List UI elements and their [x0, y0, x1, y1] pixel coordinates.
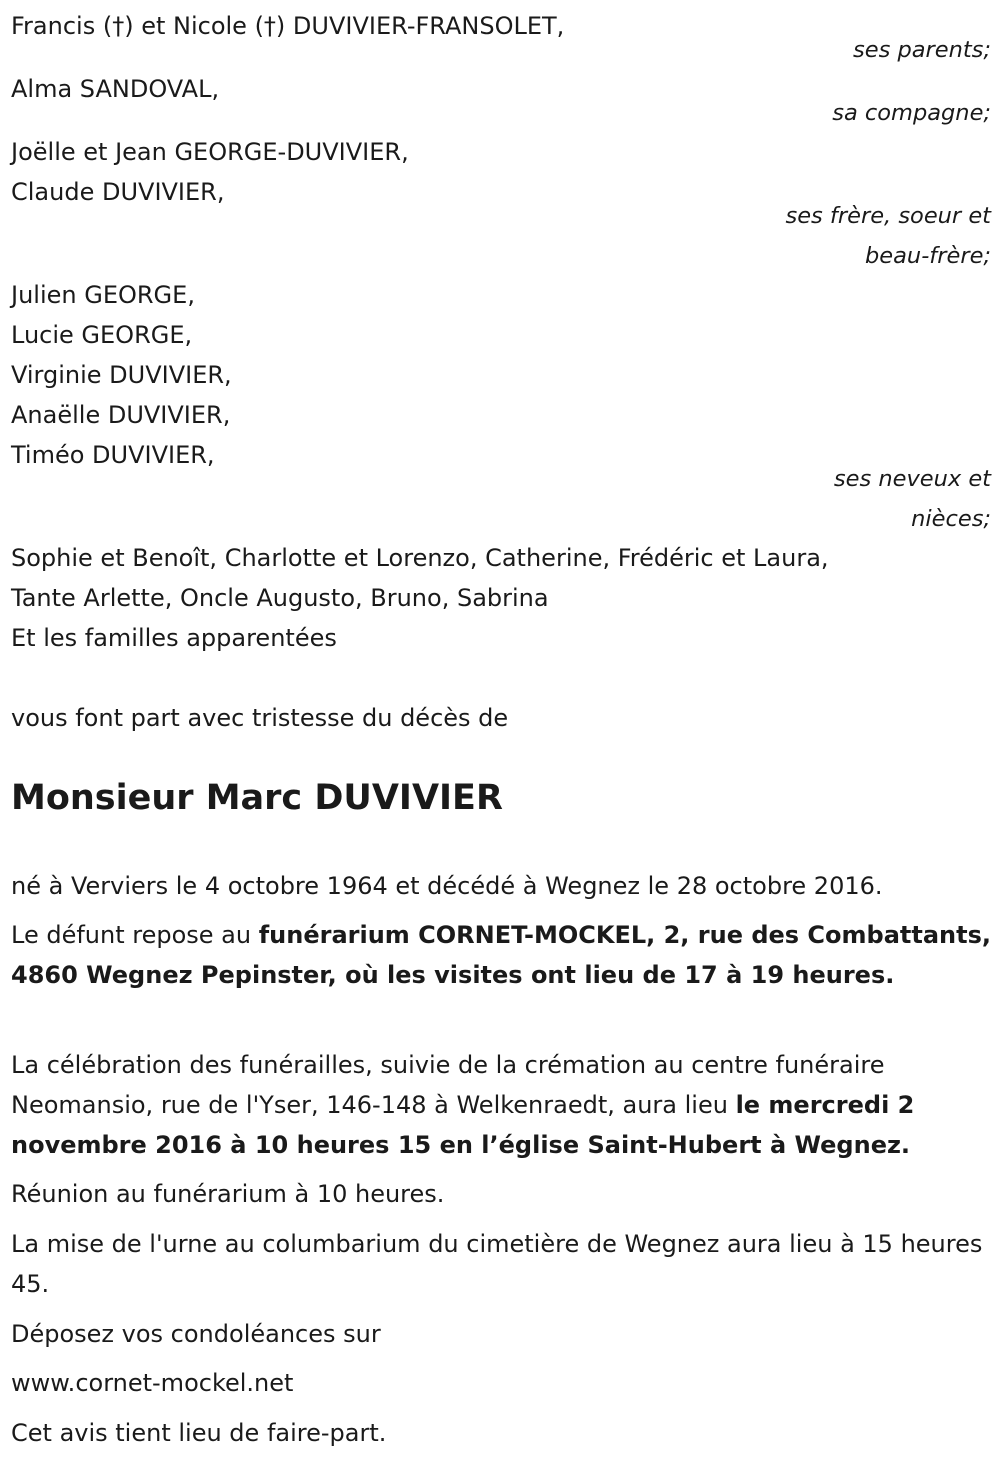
- partner-line: Alma SANDOVAL,: [11, 75, 220, 103]
- nephews-role-line: ses neveux et: [833, 466, 991, 492]
- sibling-line: Joëlle et Jean GEORGE-DUVIVIER,: [11, 138, 409, 166]
- nephew-line: Lucie GEORGE,: [11, 321, 193, 349]
- notice: Cet avis tient lieu de faire-part.: [11, 1419, 387, 1447]
- urn-paragraph: La mise de l'urne au columbarium du cimetière de Wegnez aura lieu à 15 heures 45.: [11, 1230, 983, 1298]
- repose-paragraph: [11, 915, 991, 995]
- partner-role: sa compagne;: [832, 100, 991, 126]
- announcement: vous font part avec tristesse du décès de: [11, 704, 509, 732]
- nephew-line: Julien GEORGE,: [11, 281, 195, 309]
- parents-role: ses parents;: [853, 37, 991, 63]
- sibling-line: Claude DUVIVIER,: [11, 178, 225, 206]
- other-family-line: Sophie et Benoît, Charlotte et Lorenzo, Catherine, Frédéric et Laura,: [11, 544, 829, 572]
- reunion: Réunion au funérarium à 10 heures.: [11, 1180, 445, 1208]
- nephew-line: Anaëlle DUVIVIER,: [11, 401, 231, 429]
- celebration-paragraph: [11, 1045, 991, 1165]
- celebration-intro: La célébration des funérailles, suivie de la crémation au centre funéraire Neomansio, rue de l'Yser, 146-148 à Welkenraedt, aura lieu: [11, 1051, 885, 1119]
- other-family-line: Et les familles apparentées: [11, 624, 337, 652]
- nephew-line: Virginie DUVIVIER,: [11, 361, 232, 389]
- siblings-role-line: beau-frère;: [865, 243, 991, 269]
- siblings-role-line: ses frère, soeur et: [785, 203, 991, 229]
- birth-death: né à Verviers le 4 octobre 1964 et décédé à Wegnez le 28 octobre 2016.: [11, 872, 883, 900]
- repose-location: funérarium CORNET-MOCKEL, 2, rue des Combattants, 4860 Wegnez Pepinster, où les visites ont lieu de 17 à 19 heures.: [11, 921, 992, 989]
- other-family-line: Tante Arlette, Oncle Augusto, Bruno, Sabrina: [11, 584, 549, 612]
- repose-intro: Le défunt repose au: [11, 921, 259, 949]
- website-link[interactable]: www.cornet-mockel.net: [11, 1369, 294, 1397]
- deceased-name: Monsieur Marc DUVIVIER: [11, 778, 503, 818]
- condolences: Déposez vos condoléances sur: [11, 1320, 381, 1348]
- nephew-line: Timéo DUVIVIER,: [11, 441, 215, 469]
- celebration-date: le mercredi 2 novembre 2016 à 10 heures 15 en l’église Saint-Hubert à Wegnez.: [11, 1091, 915, 1159]
- parents-line: Francis (†) et Nicole (†) DUVIVIER-FRANSOLET,: [11, 12, 565, 40]
- nephews-role-line: nièces;: [911, 506, 991, 532]
